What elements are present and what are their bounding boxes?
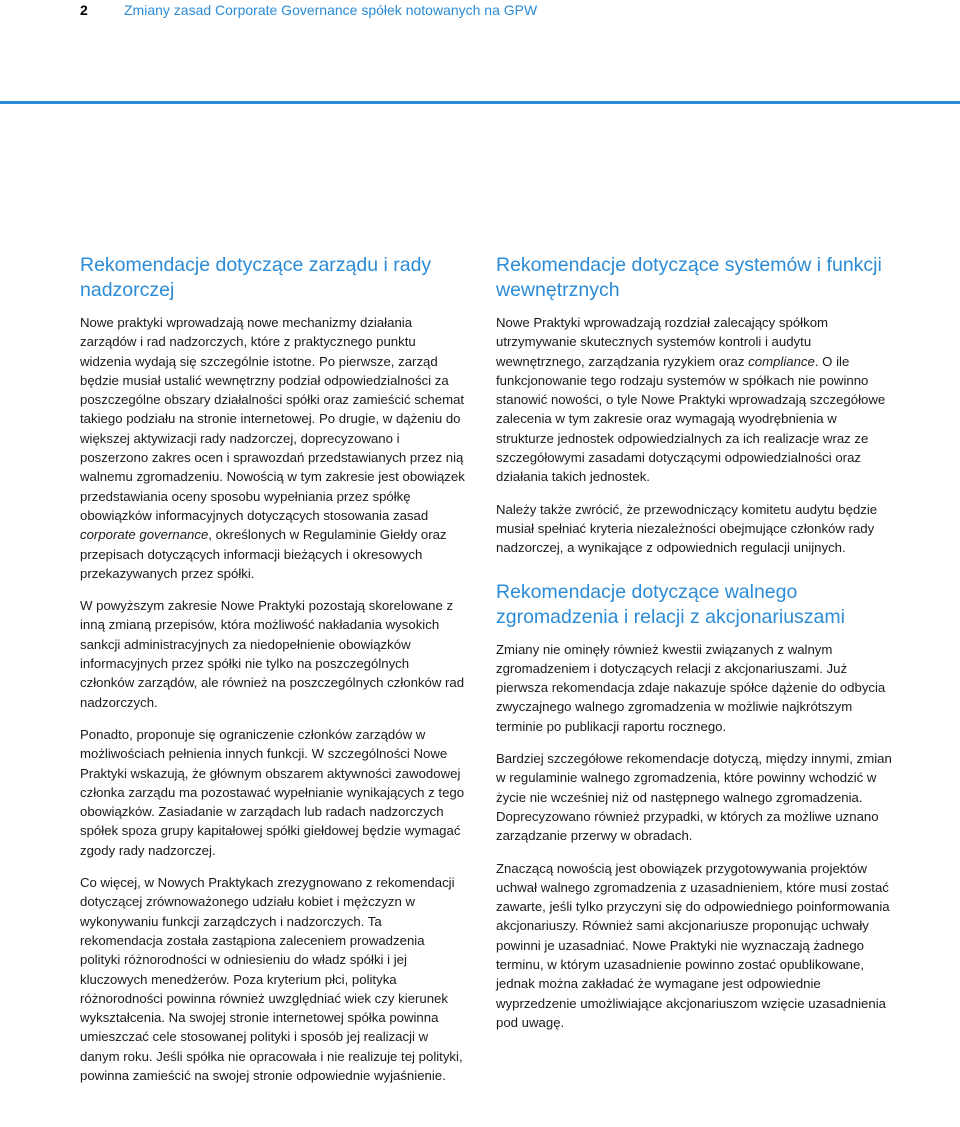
section-heading-internal-systems: Rekomendacje dotyczące systemów i funkcji wewnętrznych (496, 254, 882, 301)
section-heading-board: Rekomendacje dotyczące zarządu i rady nadzorczej (80, 254, 432, 301)
page-number: 2 (80, 2, 88, 18)
paragraph: W powyższym zakresie Nowe Praktyki pozostają skorelowane z inną zmianą przepisów, która możliwość nakładania wysokich sankcji administracyjnych za niedopełnienie obowiązków informacyjnych przez spółki nie tylko na poszczególnych członków zarządów, ale również na poszczególnych członków rad nadzorczych. (80, 598, 465, 710)
left-column (80, 253, 465, 1098)
paragraph: Co więcej, w Nowych Praktykach zrezygnowano z rekomendacji dotyczącej zrównoważonego udziału kobiet i mężczyzn w wykonywaniu funkcji zarządczych i nadzorczych. Ta rekomendacja została zastąpiona zaleceniem prowadzenia polityki różnorodności w odniesieniu do władz spółki i jej kluczowych menedżerów. Poza kryterium płci, polityka różnorodności powinna również uwzględniać wiek czy kierunek wykształcenia. Na swojej stronie internetowej spółka powinna umieszczać cele stosowanej polityki i sposób jej realizacji w danym roku. Jeśli spółka nie opracowała i nie realizuje tej polityki, powinna zamieścić na swojej stronie odpowiednie wyjaśnienie. (80, 875, 463, 1083)
section-heading-general-meeting: Rekomendacje dotyczące walnego zgromadzenia i relacji z akcjonariuszami (496, 580, 845, 628)
right-column (496, 253, 896, 1045)
running-title: Zmiany zasad Corporate Governance spółek notowanych na GPW (124, 2, 538, 18)
page-header (0, 0, 960, 26)
paragraph: Należy także zwrócić, że przewodniczący komitetu audytu będzie musiał spełniać kryteria niezależności obejmujące członków rady nadzorczej, a wynikające z odpowiednich regulacji unijnych. (496, 501, 878, 556)
paragraph: Bardziej szczegółowe rekomendacje dotyczą, między innymi, zmian w regulaminie walnego zgromadzenia, które powinny wchodzić w życie nie wcześniej niż od następnego walnego zgromadzenia. Doprecyzowano również przypadki, w których za możliwe uznano zarządzanie przerwy w obradach. (496, 751, 892, 844)
paragraph: Nowe praktyki wprowadzają nowe mechanizmy działania zarządów i rad nadzorczych, które z praktycznego punktu widzenia wydają się szczególnie istotne. Po pierwsze, zarząd będzie musiał ustalić wewnętrzny podział odpowiedzialności za poszczególne obszary działalności spółki oraz zamieścić schemat takiego podziału na stronie internetowej. Po drugie, w dążeniu do większej aktywizacji rady nadzorczej, doprecyzowano i poszerzono zakres ocen i sprawozdań przedstawianych przez nią walnemu zgromadzeniu. Nowością w tym zakresie jest obowiązek przedstawiania oceny sposobu wypełniania przez spółkę obowiązków informacyjnych dotyczących stosowania zasad corporate governance, określonych w Regulaminie Giełdy oraz przepisach dotyczących informacji bieżących i okresowych przekazywanych przez spółki. (80, 315, 465, 581)
paragraph: Ponadto, proponuje się ograniczenie członków zarządów w możliwościach pełnienia innych funkcji. W szczególności Nowe Praktyki wskazują, że głównym obszarem aktywności zawodowej członka zarządu ma pozostawać wypełnianie wynikających z tego obowiązków. Zasiadanie w zarządach lub radach nadzorczych spółek spoza grupy kapitałowej spółki giełdowej będzie wymagać zgody rady nadzorczej. (80, 726, 465, 858)
paragraph: Nowe Praktyki wprowadzają rozdział zalecający spółkom utrzymywanie skutecznych systemów kontroli i audytu wewnętrznego, zarządzania ryzykiem oraz compliance. O ile funkcjonowanie tego rodzaju systemów w spółkach nie powinno stanowić nowości, o tyle Nowe Praktyki wprowadzają szczegółowe zalecenia w tym zakresie oraz wymagają wyodrębnienia w strukturze jednostek odpowiedzialnych za ich realizacje wraz ze szczegółowymi zasadami dotyczącymi odpowiedzialności oraz działania takich jednostek. (496, 315, 886, 485)
paragraph: Znaczącą nowością jest obowiązek przygotowywania projektów uchwał walnego zgromadzenia z uzasadnieniem, które musi zostać zawarte, jeśli tylko przyczyni się do odpowiedniego poinformowania akcjonariuszy. Również sami akcjonariusze proponując uchwały powinni je uzasadniać. Nowe Praktyki nie wyznaczają żadnego terminu, w którym uzasadnienie powinno zostać opublikowane, jednak można zakładać że wymagane jest odpowiednie wyprzedzenie umożliwiające akcjonariuszom wzięcie uzasadnienia pod uwagę. (496, 860, 890, 1030)
paragraph: Zmiany nie ominęły również kwestii związanych z walnym zgromadzeniem i dotyczących relacji z akcjonariuszami. Już pierwsza rekomendacja zdaje nakazuje spółce dążenie do odbycia zwyczajnego walnego zgromadzenia w możliwie najkrótszym terminie po publikacji raportu rocznego. (496, 641, 886, 734)
header-divider (0, 101, 960, 104)
